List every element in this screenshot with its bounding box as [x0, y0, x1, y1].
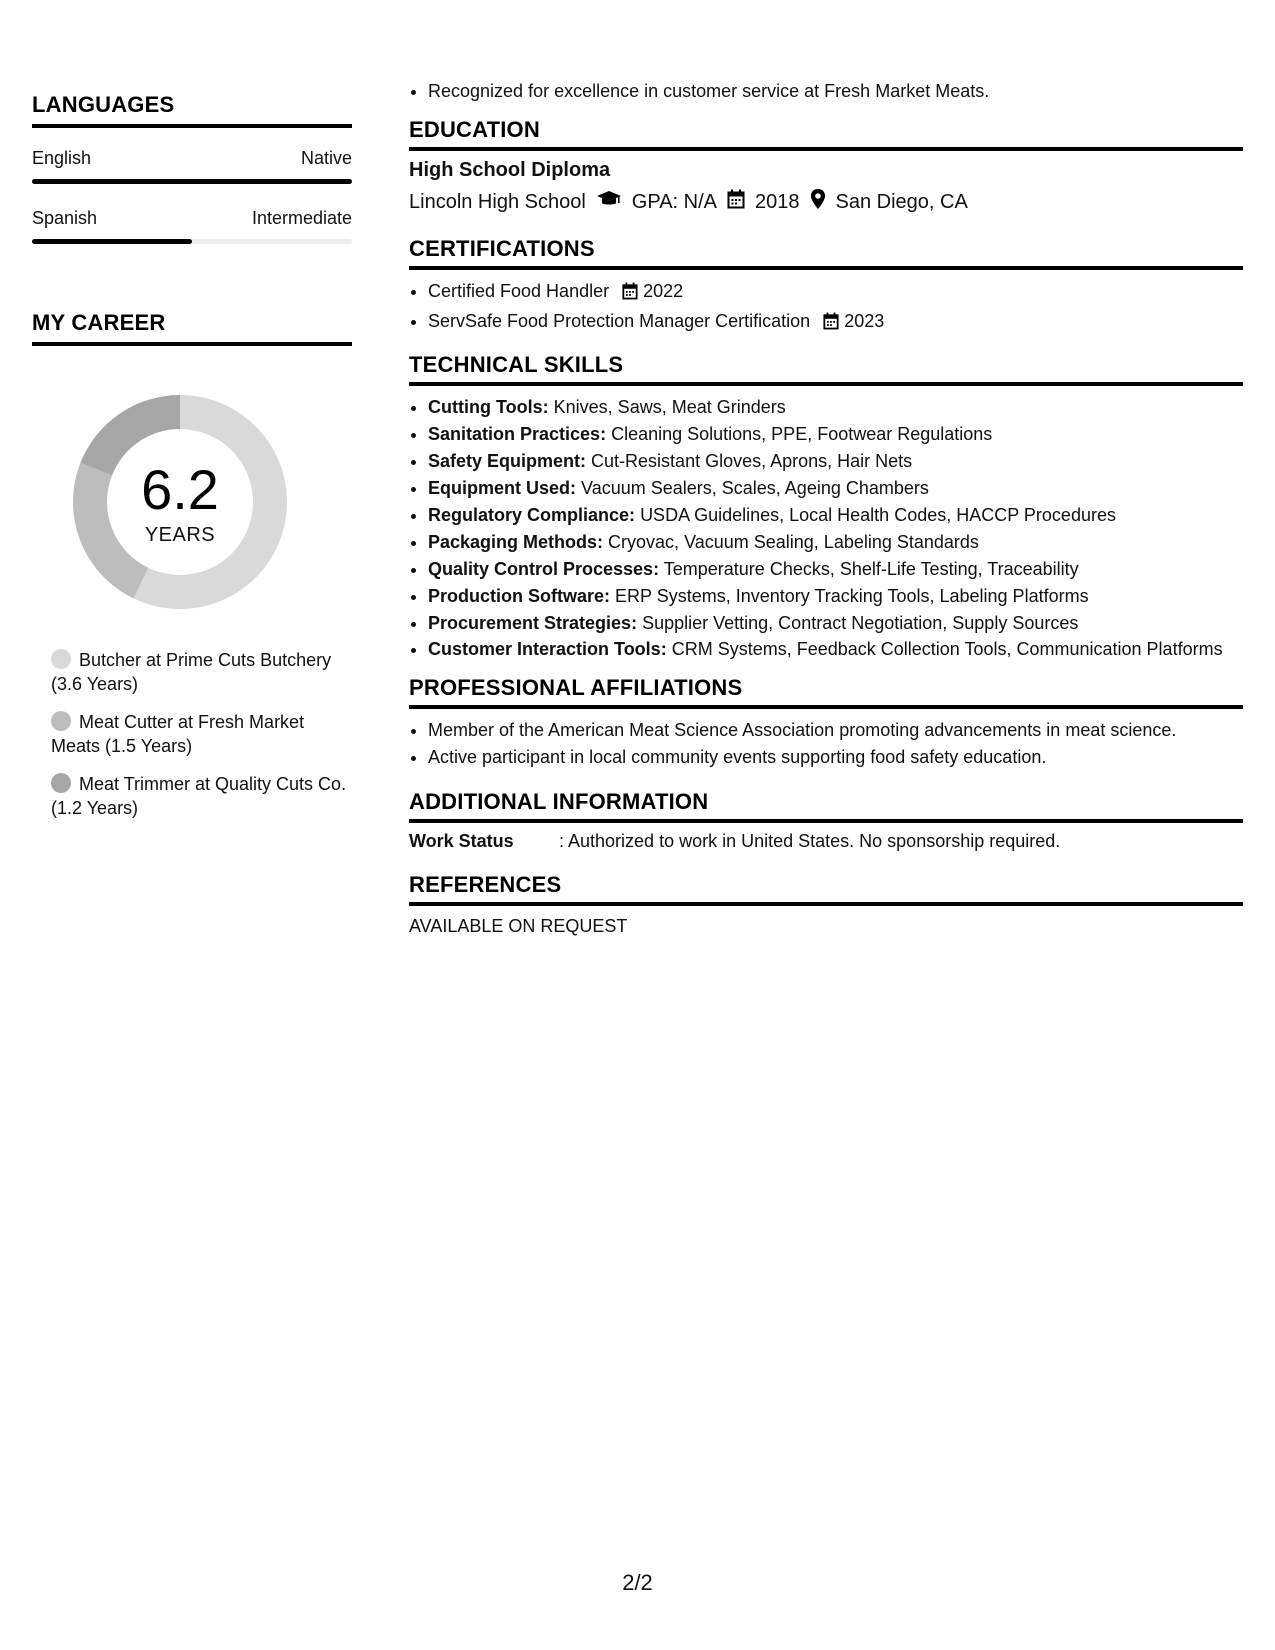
list-item — [428, 421, 1243, 448]
language-name: Spanish — [32, 208, 98, 228]
skill-label: Packaging Methods: — [428, 532, 604, 552]
references-heading: REFERENCES — [409, 872, 1243, 906]
skill-value: Cut-Resistant Gloves, Aprons, Hair Nets — [591, 451, 913, 471]
language-bar — [32, 239, 352, 244]
right-column — [409, 78, 1243, 937]
certifications-list — [409, 278, 1243, 338]
technical-skills-section — [409, 352, 1243, 661]
references-text: AVAILABLE ON REQUEST — [409, 916, 628, 936]
legend-swatch — [51, 711, 71, 731]
skill-value: Knives, Saws, Meat Grinders — [553, 397, 786, 417]
skill-label: Safety Equipment: — [428, 451, 587, 471]
legend-label: Meat Cutter at Fresh Market Meats (1.5 Years) — [51, 712, 305, 756]
skill-value: ERP Systems, Inventory Tracking Tools, Labeling Platforms — [615, 586, 1089, 606]
list-item — [428, 556, 1243, 583]
additional-info-section — [409, 789, 1243, 852]
skill-label: Cutting Tools: — [428, 397, 549, 417]
legend-item — [51, 648, 352, 696]
skill-value: Cryovac, Vacuum Sealing, Labeling Standards — [608, 532, 979, 552]
career-total-unit: YEARS — [144, 524, 216, 546]
technical-skills-heading: TECHNICAL SKILLS — [409, 352, 1243, 386]
list-item — [428, 308, 1243, 338]
skills-list — [409, 394, 1243, 661]
list-item: • Recognized for excellence in customer service at Fresh Market Meats. — [428, 78, 1243, 105]
languages-heading: LANGUAGES — [32, 92, 352, 128]
skill-label: Regulatory Compliance: — [428, 505, 636, 525]
career-donut-chart — [66, 388, 294, 616]
affiliations-list — [409, 717, 1243, 771]
calendar-icon — [622, 281, 638, 308]
calendar-icon — [727, 189, 745, 215]
skill-value: Vacuum Sealers, Scales, Ageing Chambers — [581, 478, 929, 498]
left-column — [32, 92, 352, 834]
language-level: Native — [300, 148, 352, 168]
education-gpa: GPA: N/A — [631, 190, 717, 213]
skill-label: Equipment Used: — [428, 478, 577, 498]
list-item — [428, 278, 1243, 308]
list-item — [428, 637, 1243, 661]
references-section — [409, 872, 1243, 937]
work-status-row — [409, 831, 1243, 852]
skill-label: Customer Interaction Tools: — [428, 639, 667, 659]
work-status-value: : Authorized to work in United States. No sponsorship required. — [559, 831, 1061, 851]
language-level: Intermediate — [251, 208, 352, 228]
career-total-years: 6.2 — [141, 458, 219, 521]
education-details — [409, 188, 1243, 216]
education-school: Lincoln High School — [409, 190, 586, 213]
skill-label: Production Software: — [428, 586, 611, 606]
certification-year: 2022 — [643, 281, 684, 301]
graduation-cap-icon — [596, 189, 622, 215]
skill-label: Quality Control Processes: — [428, 559, 660, 579]
education-heading: EDUCATION — [409, 117, 1243, 151]
legend-item — [51, 772, 352, 820]
list-item — [428, 394, 1243, 421]
certifications-heading: CERTIFICATIONS — [409, 236, 1243, 270]
language-name: English — [32, 148, 92, 168]
language-bar-fill — [32, 179, 352, 184]
calendar-icon — [823, 311, 839, 338]
education-year: 2018 — [755, 190, 800, 213]
legend-item — [51, 710, 352, 758]
page-number: 2/2 — [622, 1570, 653, 1595]
list-item — [428, 448, 1243, 475]
career-heading: MY CAREER — [32, 310, 352, 346]
experience-bullets — [409, 78, 1243, 105]
language-bar-fill — [32, 239, 192, 244]
career-legend — [51, 648, 352, 820]
location-pin-icon — [810, 188, 826, 216]
language-spanish — [32, 208, 352, 244]
list-item — [428, 475, 1243, 502]
skill-value: USDA Guidelines, Local Health Codes, HACCP Procedures — [640, 505, 1116, 525]
education-section — [409, 117, 1243, 216]
legend-label: Meat Trimmer at Quality Cuts Co. (1.2 Years) — [51, 774, 347, 818]
certification-name: Certified Food Handler — [428, 281, 610, 301]
legend-swatch — [51, 649, 71, 669]
certifications-section — [409, 236, 1243, 338]
list-item — [428, 529, 1243, 556]
skill-value: Supplier Vetting, Contract Negotiation, Supply Sources — [642, 613, 1079, 633]
list-item — [428, 610, 1243, 637]
legend-swatch — [51, 773, 71, 793]
language-bar — [32, 179, 352, 184]
certification-year: 2023 — [844, 311, 885, 331]
list-item: • Member of the American Meat Science Association promoting advancements in meat science. — [428, 717, 1243, 744]
skill-label: Sanitation Practices: — [428, 424, 607, 444]
certification-name: ServSafe Food Protection Manager Certification — [428, 311, 811, 331]
language-english — [32, 148, 352, 184]
legend-label: Butcher at Prime Cuts Butchery (3.6 Years) — [51, 650, 332, 694]
list-item — [428, 583, 1243, 610]
skill-value: Cleaning Solutions, PPE, Footwear Regulations — [611, 424, 993, 444]
work-status-label: Work Status — [409, 831, 514, 851]
skill-label: Procurement Strategies: — [428, 613, 638, 633]
affiliations-section — [409, 675, 1243, 771]
additional-info-heading: ADDITIONAL INFORMATION — [409, 789, 1243, 823]
affiliations-heading: PROFESSIONAL AFFILIATIONS — [409, 675, 1243, 709]
education-degree: High School Diploma — [409, 159, 611, 181]
list-item: • Active participant in local community events supporting food safety education. — [428, 744, 1243, 771]
skill-value: CRM Systems, Feedback Collection Tools, Communication Platforms — [671, 639, 1223, 659]
skill-value: Temperature Checks, Shelf-Life Testing, Traceability — [663, 559, 1079, 579]
list-item — [428, 502, 1243, 529]
education-location: San Diego, CA — [835, 190, 968, 213]
